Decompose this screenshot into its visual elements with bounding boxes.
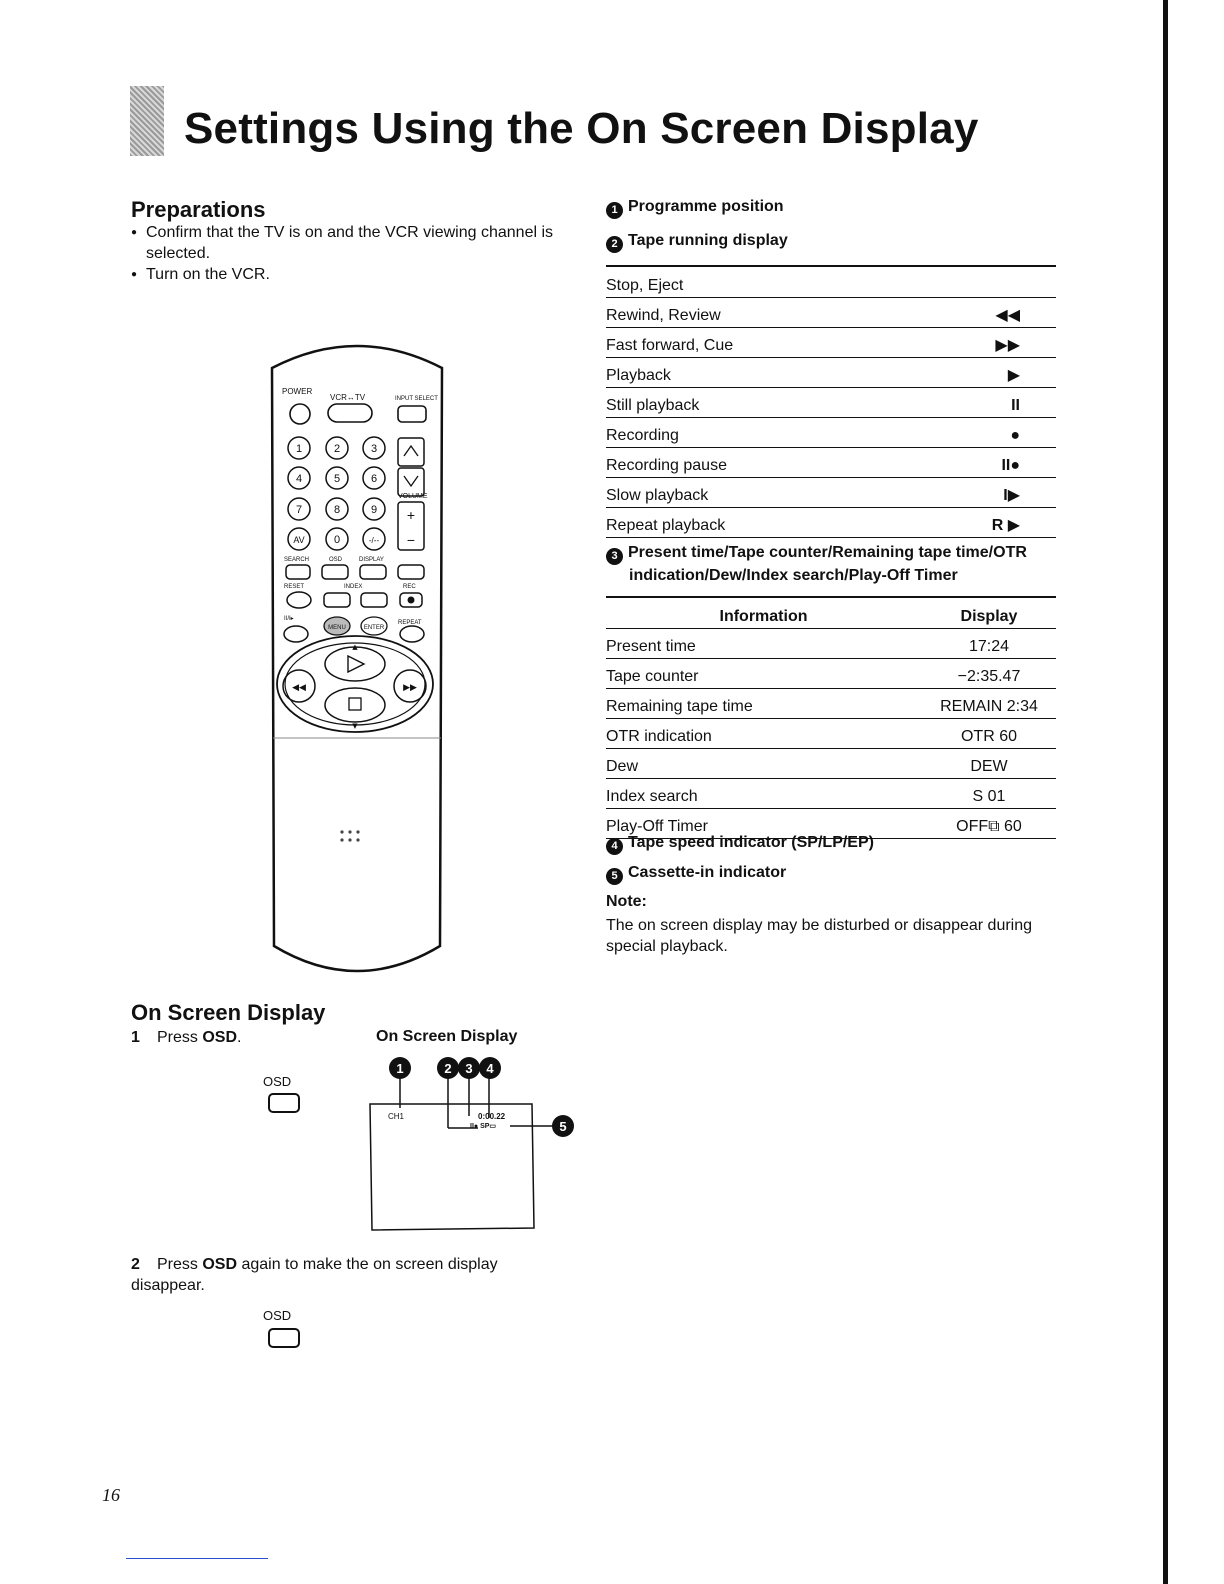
info-table-row — [606, 719, 1056, 749]
page-edge-rule — [1163, 0, 1168, 1584]
info-display: S 01 — [922, 779, 1056, 809]
tape-table-row — [606, 388, 1056, 418]
tape-mode: Stop, Eject — [606, 268, 905, 298]
tape-symbol: ● — [905, 418, 1056, 448]
tape-mode: Recording — [606, 418, 905, 448]
diagram-status: II● SP▭ — [470, 1123, 497, 1130]
osd-button[interactable] — [268, 1093, 300, 1113]
osd-screen-diagram — [360, 1052, 580, 1234]
svg-text:8: 8 — [333, 504, 341, 516]
tape-table-row — [606, 328, 1056, 358]
info-display: DEW — [922, 749, 1056, 779]
tape-symbol: ▶▶ — [905, 328, 1056, 358]
diagram-counter: 0:00.22 — [478, 1112, 506, 1121]
table-top-rule — [606, 265, 1056, 267]
info-table-row — [606, 629, 1056, 659]
info-table-row — [606, 749, 1056, 779]
svg-text:▶▶: ▶▶ — [403, 683, 417, 693]
svg-text:−: − — [406, 532, 416, 548]
svg-text:5: 5 — [333, 473, 341, 485]
callout-2: 2 — [444, 1061, 452, 1076]
title-marker — [130, 86, 164, 156]
tape-symbol: I▶ — [905, 478, 1056, 508]
tape-table-row — [606, 478, 1056, 508]
preparations-list — [131, 222, 591, 285]
page-number: 16 — [102, 1485, 120, 1505]
tape-symbol: R ▶ — [905, 508, 1056, 538]
tape-symbol: ▶ — [905, 358, 1056, 388]
preparations-heading: Preparations — [131, 197, 266, 222]
info-display: 17:24 — [922, 629, 1056, 659]
svg-text:II/I▸: II/I▸ — [284, 616, 294, 622]
page-title: Settings Using the On Screen Display — [184, 104, 979, 153]
tape-mode: Rewind, Review — [606, 298, 905, 328]
remote-vcrtv-label: VCR↔TV — [330, 393, 366, 402]
info-table-row — [606, 779, 1056, 809]
tape-mode: Slow playback — [606, 478, 905, 508]
svg-text:9: 9 — [370, 504, 378, 516]
svg-text:◀◀: ◀◀ — [292, 683, 306, 693]
osd-heading: On Screen Display — [131, 1000, 326, 1025]
svg-text:SEARCH: SEARCH — [284, 557, 310, 563]
svg-text:▼: ▼ — [352, 722, 358, 730]
svg-text:REC: REC — [403, 584, 416, 590]
callout-5: 5 — [559, 1119, 567, 1134]
info-label: Present time — [606, 629, 922, 659]
note-title: Note: — [606, 893, 647, 910]
col-information: Information — [606, 598, 922, 629]
col-display: Display — [922, 598, 1056, 629]
item-tape-speed: 4 Tape speed indicator (SP/LP/EP) — [606, 834, 874, 855]
preparation-item: ● Turn on the VCR. — [131, 264, 591, 285]
preparation-item: ● Confirm that the TV is on and the VCR viewing channel is selected. — [131, 222, 591, 264]
svg-text:1: 1 — [295, 443, 303, 455]
svg-text:RESET: RESET — [284, 584, 305, 590]
tape-running-table — [606, 268, 1056, 538]
diagram-title: On Screen Display — [376, 1028, 518, 1045]
tape-table-row — [606, 448, 1056, 478]
callout-3: 3 — [465, 1061, 473, 1076]
tape-table-row — [606, 298, 1056, 328]
tape-mode: Still playback — [606, 388, 905, 418]
svg-text:2: 2 — [333, 443, 341, 455]
tape-table-row — [606, 358, 1056, 388]
info-label: Play-Off Timer — [606, 809, 922, 839]
tape-table-row — [606, 418, 1056, 448]
information-table — [606, 598, 1056, 839]
info-label: OTR indication — [606, 719, 922, 749]
step-1: 1 Press OSD. — [131, 1029, 242, 1046]
svg-text:6: 6 — [370, 473, 378, 485]
svg-text:OSD: OSD — [329, 557, 343, 563]
item-cassette-in: 5 Cassette-in indicator — [606, 864, 786, 885]
tape-mode: Fast forward, Cue — [606, 328, 905, 358]
callout-1: 1 — [396, 1061, 404, 1076]
item-tape-running-display: 2 Tape running display — [606, 232, 788, 253]
tape-mode: Recording pause — [606, 448, 905, 478]
tape-table-row — [606, 268, 1056, 298]
tape-symbol: II — [905, 388, 1056, 418]
info-table-row — [606, 659, 1056, 689]
info-table-row — [606, 689, 1056, 719]
remote-control-illustration — [262, 336, 452, 982]
svg-text:VOLUME: VOLUME — [398, 493, 428, 500]
info-label: Dew — [606, 749, 922, 779]
osd-button-label: OSD — [263, 1308, 292, 1323]
note-text: The on screen display may be disturbed or disappear during special playback. — [606, 917, 1033, 955]
info-display: REMAIN 2:34 — [922, 689, 1056, 719]
info-display: OFF⧉ 60 — [922, 809, 1056, 839]
svg-text:AV: AV — [293, 535, 305, 545]
info-label: Index search — [606, 779, 922, 809]
svg-text:INDEX: INDEX — [344, 584, 363, 590]
info-label: Remaining tape time — [606, 689, 922, 719]
tape-table-row — [606, 508, 1056, 538]
remote-input-label: INPUT SELECT — [395, 396, 438, 402]
svg-text:MENU: MENU — [328, 625, 346, 631]
info-display: −2:35.47 — [922, 659, 1056, 689]
svg-text:DISPLAY: DISPLAY — [359, 557, 384, 563]
callout-4: 4 — [486, 1061, 494, 1076]
step-2: 2 Press OSD again to make the on screen display disappear. — [131, 1256, 498, 1294]
item-programme-position: 1 Programme position — [606, 198, 784, 219]
svg-text:ENTER: ENTER — [363, 625, 385, 631]
info-label: Tape counter — [606, 659, 922, 689]
svg-text:0: 0 — [333, 534, 341, 546]
svg-text:4: 4 — [295, 473, 303, 485]
tape-mode: Playback — [606, 358, 905, 388]
footer-rule — [126, 1558, 268, 1559]
tape-symbol — [905, 268, 1056, 298]
svg-text:+: + — [406, 507, 416, 523]
remote-power-label: POWER — [282, 387, 313, 396]
osd-button-label: OSD — [263, 1074, 292, 1089]
tape-symbol: ◀◀ — [905, 298, 1056, 328]
info-display: OTR 60 — [922, 719, 1056, 749]
tape-symbol: II● — [905, 448, 1056, 478]
svg-text:REPEAT: REPEAT — [398, 620, 422, 626]
svg-text:7: 7 — [295, 504, 303, 516]
item-present-time: 3 Present time/Tape counter/Remaining tape time/OTR indication/Dew/Index search/Play-Off Timer — [606, 542, 1027, 586]
svg-text:-/--: -/-- — [368, 536, 380, 545]
tape-mode: Repeat playback — [606, 508, 905, 538]
svg-text:3: 3 — [370, 443, 378, 455]
diagram-channel: CH1 — [388, 1112, 405, 1121]
svg-text:▲: ▲ — [352, 643, 358, 651]
osd-button[interactable] — [268, 1328, 300, 1348]
